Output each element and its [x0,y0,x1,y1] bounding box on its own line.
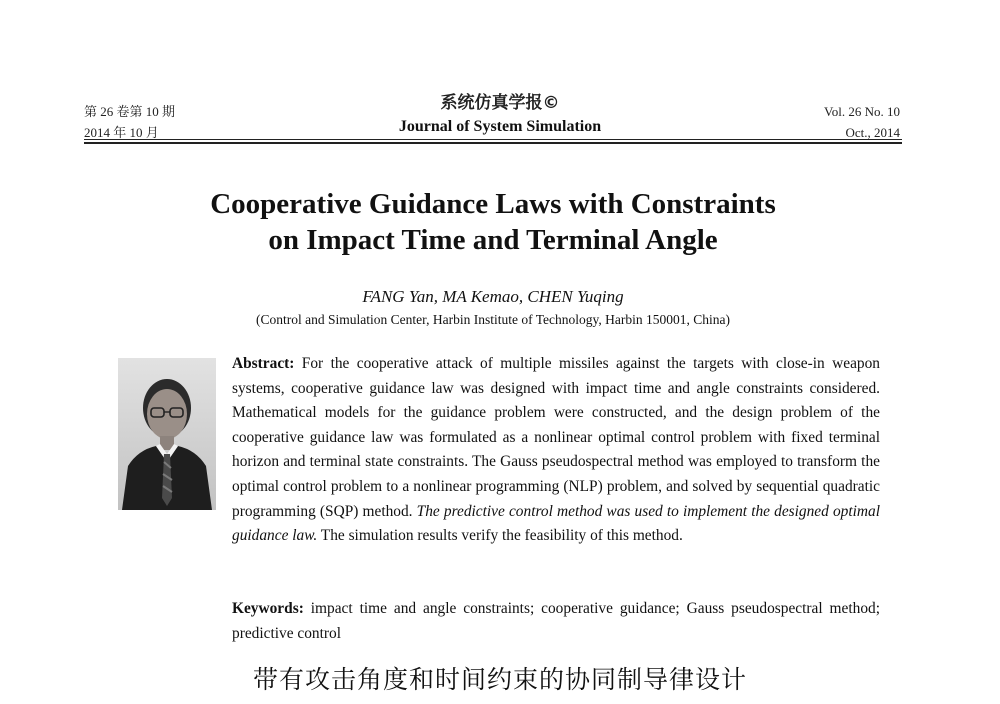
abstract-text-2: The simulation results verify the feasibility of this method. [320,527,683,545]
author-portrait-icon [118,358,216,510]
keywords-label: Keywords: [232,600,304,617]
keywords-text: impact time and angle constraints; cooperative guidance; Gauss pseudospectral method; predictive control [232,600,880,642]
abstract-text-italic: The predictive control method was used to implement the designed optimal guidance law. [232,502,880,545]
affiliation: (Control and Simulation Center, Harbin Institute of Technology, Harbin 150001, China) [256,312,730,327]
journal-name-en: Journal of System Simulation [398,118,602,135]
keywords [232,597,880,646]
paper-title-line-1: Cooperative Guidance Laws with Constraints [210,188,776,220]
abstract-label: Abstract: [232,355,295,372]
header-volume-en: Vol. 26 No. 10 [824,104,900,119]
paper-title-line-2: on Impact Time and Terminal Angle [268,224,718,256]
header-date-en: Oct., 2014 [845,125,900,140]
author-list: FANG Yan, MA Kemao, CHEN Yuqing [362,287,624,306]
author-photo [118,358,216,510]
paper-title-cn: 带有攻击角度和时间约束的协同制导律设计 [252,665,747,694]
header-issue-en [824,101,900,143]
abstract-text-1: For the cooperative attack of multiple missiles against the targets with close-in weapon systems, cooperative guidance law was designed with impact time and angle constraints considered. Mathematical models for the guidance problem were constructed, and the design problem of the cooperative guidance law was formulated as a nonlinear optimal control problem with fixed terminal horizon and terminal state constraints. The Gauss pseudospectral method was employed to transform the optimal control problem to a nonlinear programming (NLP) problem, and solved by sequential quadratic programming (SQP) method. [232,355,880,520]
paper-title [120,186,866,258]
header-volume-cn: 第 26 卷第 10 期 [84,104,176,119]
abstract [232,352,880,549]
header-date-cn: 2014 年 10 月 [84,125,159,140]
header-rule-thick [84,142,902,144]
journal-name-cn: 系统仿真学报© [440,93,560,113]
header-rule-thin [84,139,902,140]
